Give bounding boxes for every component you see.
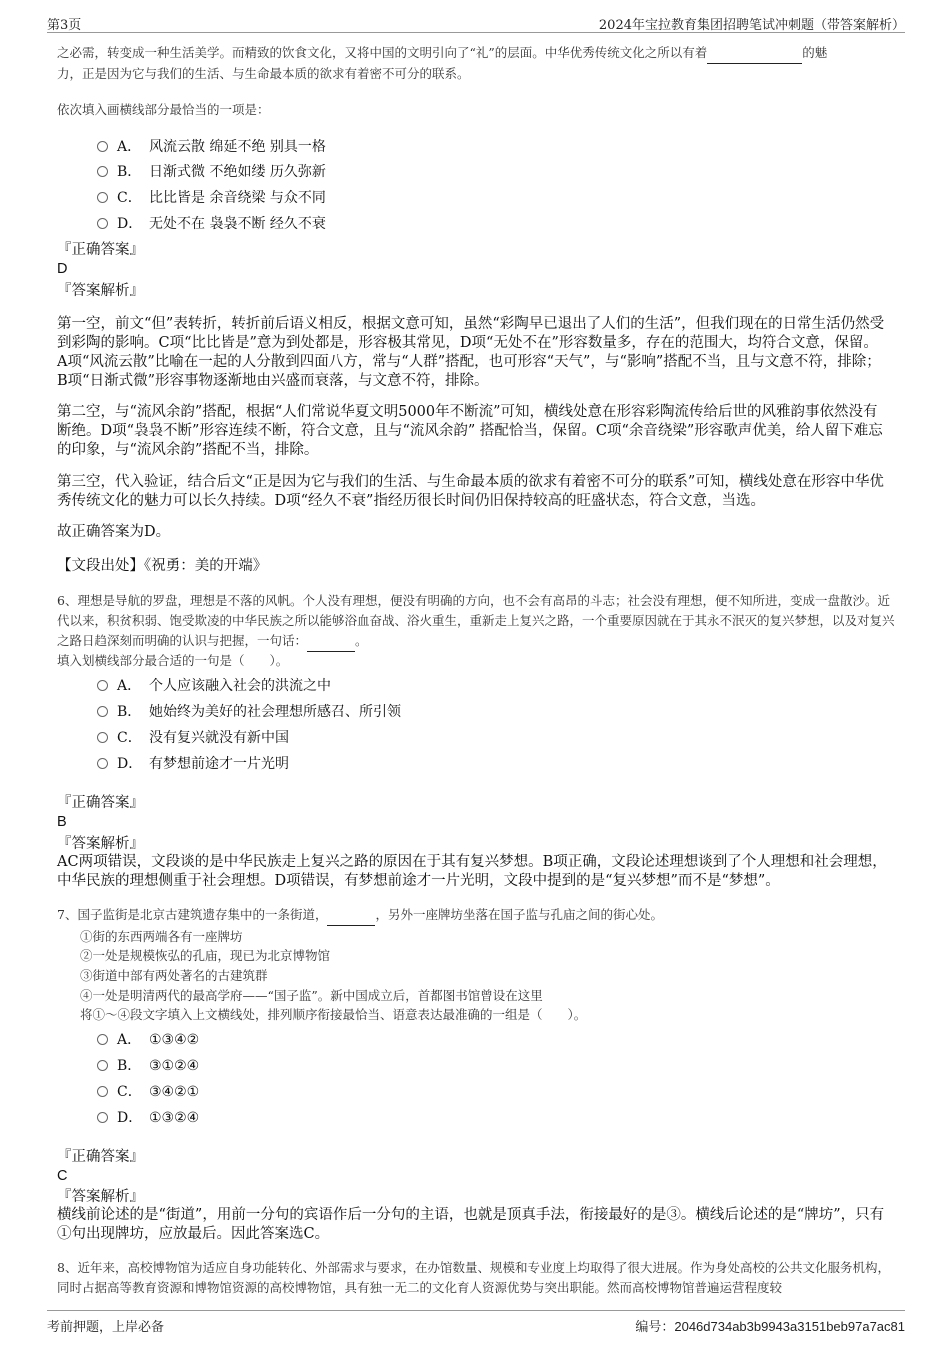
radio-icon[interactable] bbox=[97, 192, 108, 203]
radio-icon[interactable] bbox=[97, 1086, 108, 1097]
radio-icon[interactable] bbox=[97, 706, 108, 717]
q5-option-a[interactable]: A． 风流云散 绵延不绝 别具一格 bbox=[97, 136, 326, 156]
q7-blank bbox=[327, 905, 375, 926]
radio-icon[interactable] bbox=[97, 680, 108, 691]
document-title: 2024年宝拉教育集团招聘笔试冲刺题（带答案解析） bbox=[598, 18, 905, 33]
radio-icon[interactable] bbox=[97, 141, 108, 152]
q5-answer-label: 『正确答案』 bbox=[57, 242, 144, 258]
q5-analysis-label: 『答案解析』 bbox=[57, 283, 144, 299]
q5-intro bbox=[57, 43, 907, 84]
q5-prompt: 依次填入画横线部分最恰当的一项是： bbox=[57, 102, 270, 117]
page-number: 第3页 bbox=[47, 18, 82, 33]
q7-option-d[interactable]: D． ①③②④ bbox=[97, 1107, 199, 1127]
q7-option-c[interactable]: C． ③④②① bbox=[97, 1081, 199, 1101]
document-id: 编号：2046d734ab3b9943a3151beb97a7ac81 bbox=[635, 1319, 905, 1334]
q5-conclusion: 故正确答案为D。 bbox=[57, 524, 171, 540]
radio-icon[interactable] bbox=[97, 1112, 108, 1123]
q7-answer: C bbox=[57, 1168, 68, 1184]
q5-analysis-para1: 第一空，前文“但”表转折，转折前后语义相反，根据文意可知，虽然“彩陶早已退出了人们的生活”，但我们现在的日常生活仍然受到彩陶的影响。C项“比比皆是”意为到处都是，形容极其常见，D项“无处不在”形容数量多，存在的范围大，均符合文意，保留。A项“风流云散”比喻在一起的人分散到四面八方，常与“人群”搭配，也可形容“天气”，与“影响”搭配不当，且与文意不符，排除；B项“日渐式微”形容事物逐渐地由兴盛而衰落，与文意不符，排除。 bbox=[57, 316, 885, 389]
q5-analysis-para2: 第二空，与“流风余韵”搭配，根据“人们常说华夏文明5000年不断流”可知，横线处意在形容彩陶流传给后世的风雅韵事依然没有断绝。D项“袅袅不断”形容连续不断，符合文意，且与“流风余韵” 搭配恰当，保留。C项“余音绕梁”形容歌声优美，给人留下难忘的印象，与“流风余韵”搭配不当，排除。 bbox=[57, 404, 883, 458]
radio-icon[interactable] bbox=[97, 1060, 108, 1071]
q6-option-a[interactable]: A． 个人应该融入社会的洪流之中 bbox=[97, 675, 331, 695]
q5-blank bbox=[707, 43, 802, 64]
q6-blank bbox=[307, 631, 355, 652]
page-header bbox=[47, 10, 905, 33]
q7-prompt: 将①～④段文字填入上文横线处，排列顺序衔接最恰当、语意表达最准确的一组是（ ）。 bbox=[80, 1007, 587, 1022]
q6-prompt: 填入划横线部分最合适的一句是（ ）。 bbox=[57, 653, 289, 668]
q7-item-3: ③街道中部有两处著名的古建筑群 bbox=[80, 968, 268, 983]
q7-item-4: ④一处是明清两代的最高学府——“国子监”。新中国成立后，首都图书馆曾设在这里 bbox=[80, 988, 543, 1003]
q6-analysis-label: 『答案解析』 bbox=[57, 836, 144, 852]
q7-option-b[interactable]: B． ③①②④ bbox=[97, 1055, 199, 1075]
q5-option-c[interactable]: C． 比比皆是 余音绕梁 与众不同 bbox=[97, 187, 326, 207]
q7-stem: 7、国子监街是北京古建筑遗存集中的一条街道， ，另外一座牌坊坐落在国子监与孔庙之间的街心处。 bbox=[57, 905, 663, 926]
q5-intro-part-c: 力，正是因为它与我们的生活、与生命最本质的欲求有着密不可分的联系。 bbox=[57, 66, 470, 81]
q6-answer-label: 『正确答案』 bbox=[57, 795, 144, 811]
q5-answer: D bbox=[57, 261, 68, 277]
q7-analysis-label: 『答案解析』 bbox=[57, 1189, 144, 1205]
q6-option-b[interactable]: B． 她始终为美好的社会理想所感召、所引领 bbox=[97, 701, 401, 721]
radio-icon[interactable] bbox=[97, 758, 108, 769]
q5-intro-part-b: 的魅 bbox=[802, 45, 828, 60]
radio-icon[interactable] bbox=[97, 732, 108, 743]
q5-source: 【文段出处】《祝勇：美的开端》 bbox=[57, 558, 268, 574]
radio-icon[interactable] bbox=[97, 218, 108, 229]
q5-option-b[interactable]: B． 日渐式微 不绝如缕 历久弥新 bbox=[97, 161, 326, 181]
q5-intro-part-a: 之必需，转变成一种生活美学。而精致的饮食文化，又将中国的文明引向了“礼”的层面。中华优秀传统文化之所以有着 bbox=[57, 45, 708, 60]
radio-icon[interactable] bbox=[97, 166, 108, 177]
q7-analysis: 横线前论述的是“街道”，用前一分句的宾语作后一分句的主语，也就是顶真手法，衔接最好的是③。横线后论述的是“牌坊”，只有①句出现牌坊，应放最后。因此答案选C。 bbox=[57, 1207, 885, 1242]
footer-slogan: 考前押题，上岸必备 bbox=[47, 1320, 165, 1335]
q7-answer-label: 『正确答案』 bbox=[57, 1149, 144, 1165]
q7-item-1: ①街的东西两端各有一座牌坊 bbox=[80, 929, 243, 944]
q5-option-d[interactable]: D． 无处不在 袅袅不断 经久不衰 bbox=[97, 213, 326, 233]
radio-icon[interactable] bbox=[97, 1034, 108, 1045]
q6-option-d[interactable]: D． 有梦想前途才一片光明 bbox=[97, 753, 289, 773]
q7-option-a[interactable]: A． ①③④② bbox=[97, 1029, 199, 1049]
q5-analysis-para3: 第三空，代入验证，结合后文“正是因为它与我们的生活、与生命最本质的欲求有着密不可分的联系”可知，横线处意在形容中华优秀传统文化的魅力可以长久持续。D项“经久不衰”指经历很长时间仍旧保持较高的旺盛状态，符合文意，当选。 bbox=[57, 474, 884, 509]
q6-analysis: AC两项错误，文段谈的是中华民族走上复兴之路的原因在于其有复兴梦想。B项正确，文段论述理想谈到了个人理想和社会理想，中华民族的理想侧重于社会理想。D项错误，有梦想前途才一片光明，文段中提到的是“复兴梦想”而不是“梦想”。 bbox=[57, 854, 887, 889]
q6-answer: B bbox=[57, 814, 67, 830]
q8-stem: 8、近年来，高校博物馆为适应自身功能转化、外部需求与要求，在办馆数量、规模和专业度上均取得了很大进展。作为身处高校的公共文化服务机构，同时占据高等教育资源和博物馆资源的高校博物馆，具有独一无二的文化育人资源优势与突出职能。然而高校博物馆普遍运营程度较 bbox=[57, 1260, 890, 1295]
q6-option-c[interactable]: C． 没有复兴就没有新中国 bbox=[97, 727, 289, 747]
q7-item-2: ②一处是规模恢弘的孔庙，现已为北京博物馆 bbox=[80, 948, 331, 963]
q6-stem: 6、理想是导航的罗盘，理想是不落的风帆。个人没有理想，便没有明确的方向，也不会有高昂的斗志；社会没有理想，便不知所进，变成一盘散沙。近代以来，积贫积弱、饱受欺凌的中华民族之所以能够浴血奋战、浴火重生，重新走上复兴之路，一个重要原因就在于其永不泯灭的复兴梦想，以及对复兴之路日趋深刻而明确的认识与把握，一句话： 。 bbox=[57, 591, 897, 652]
page-footer bbox=[47, 1310, 905, 1335]
